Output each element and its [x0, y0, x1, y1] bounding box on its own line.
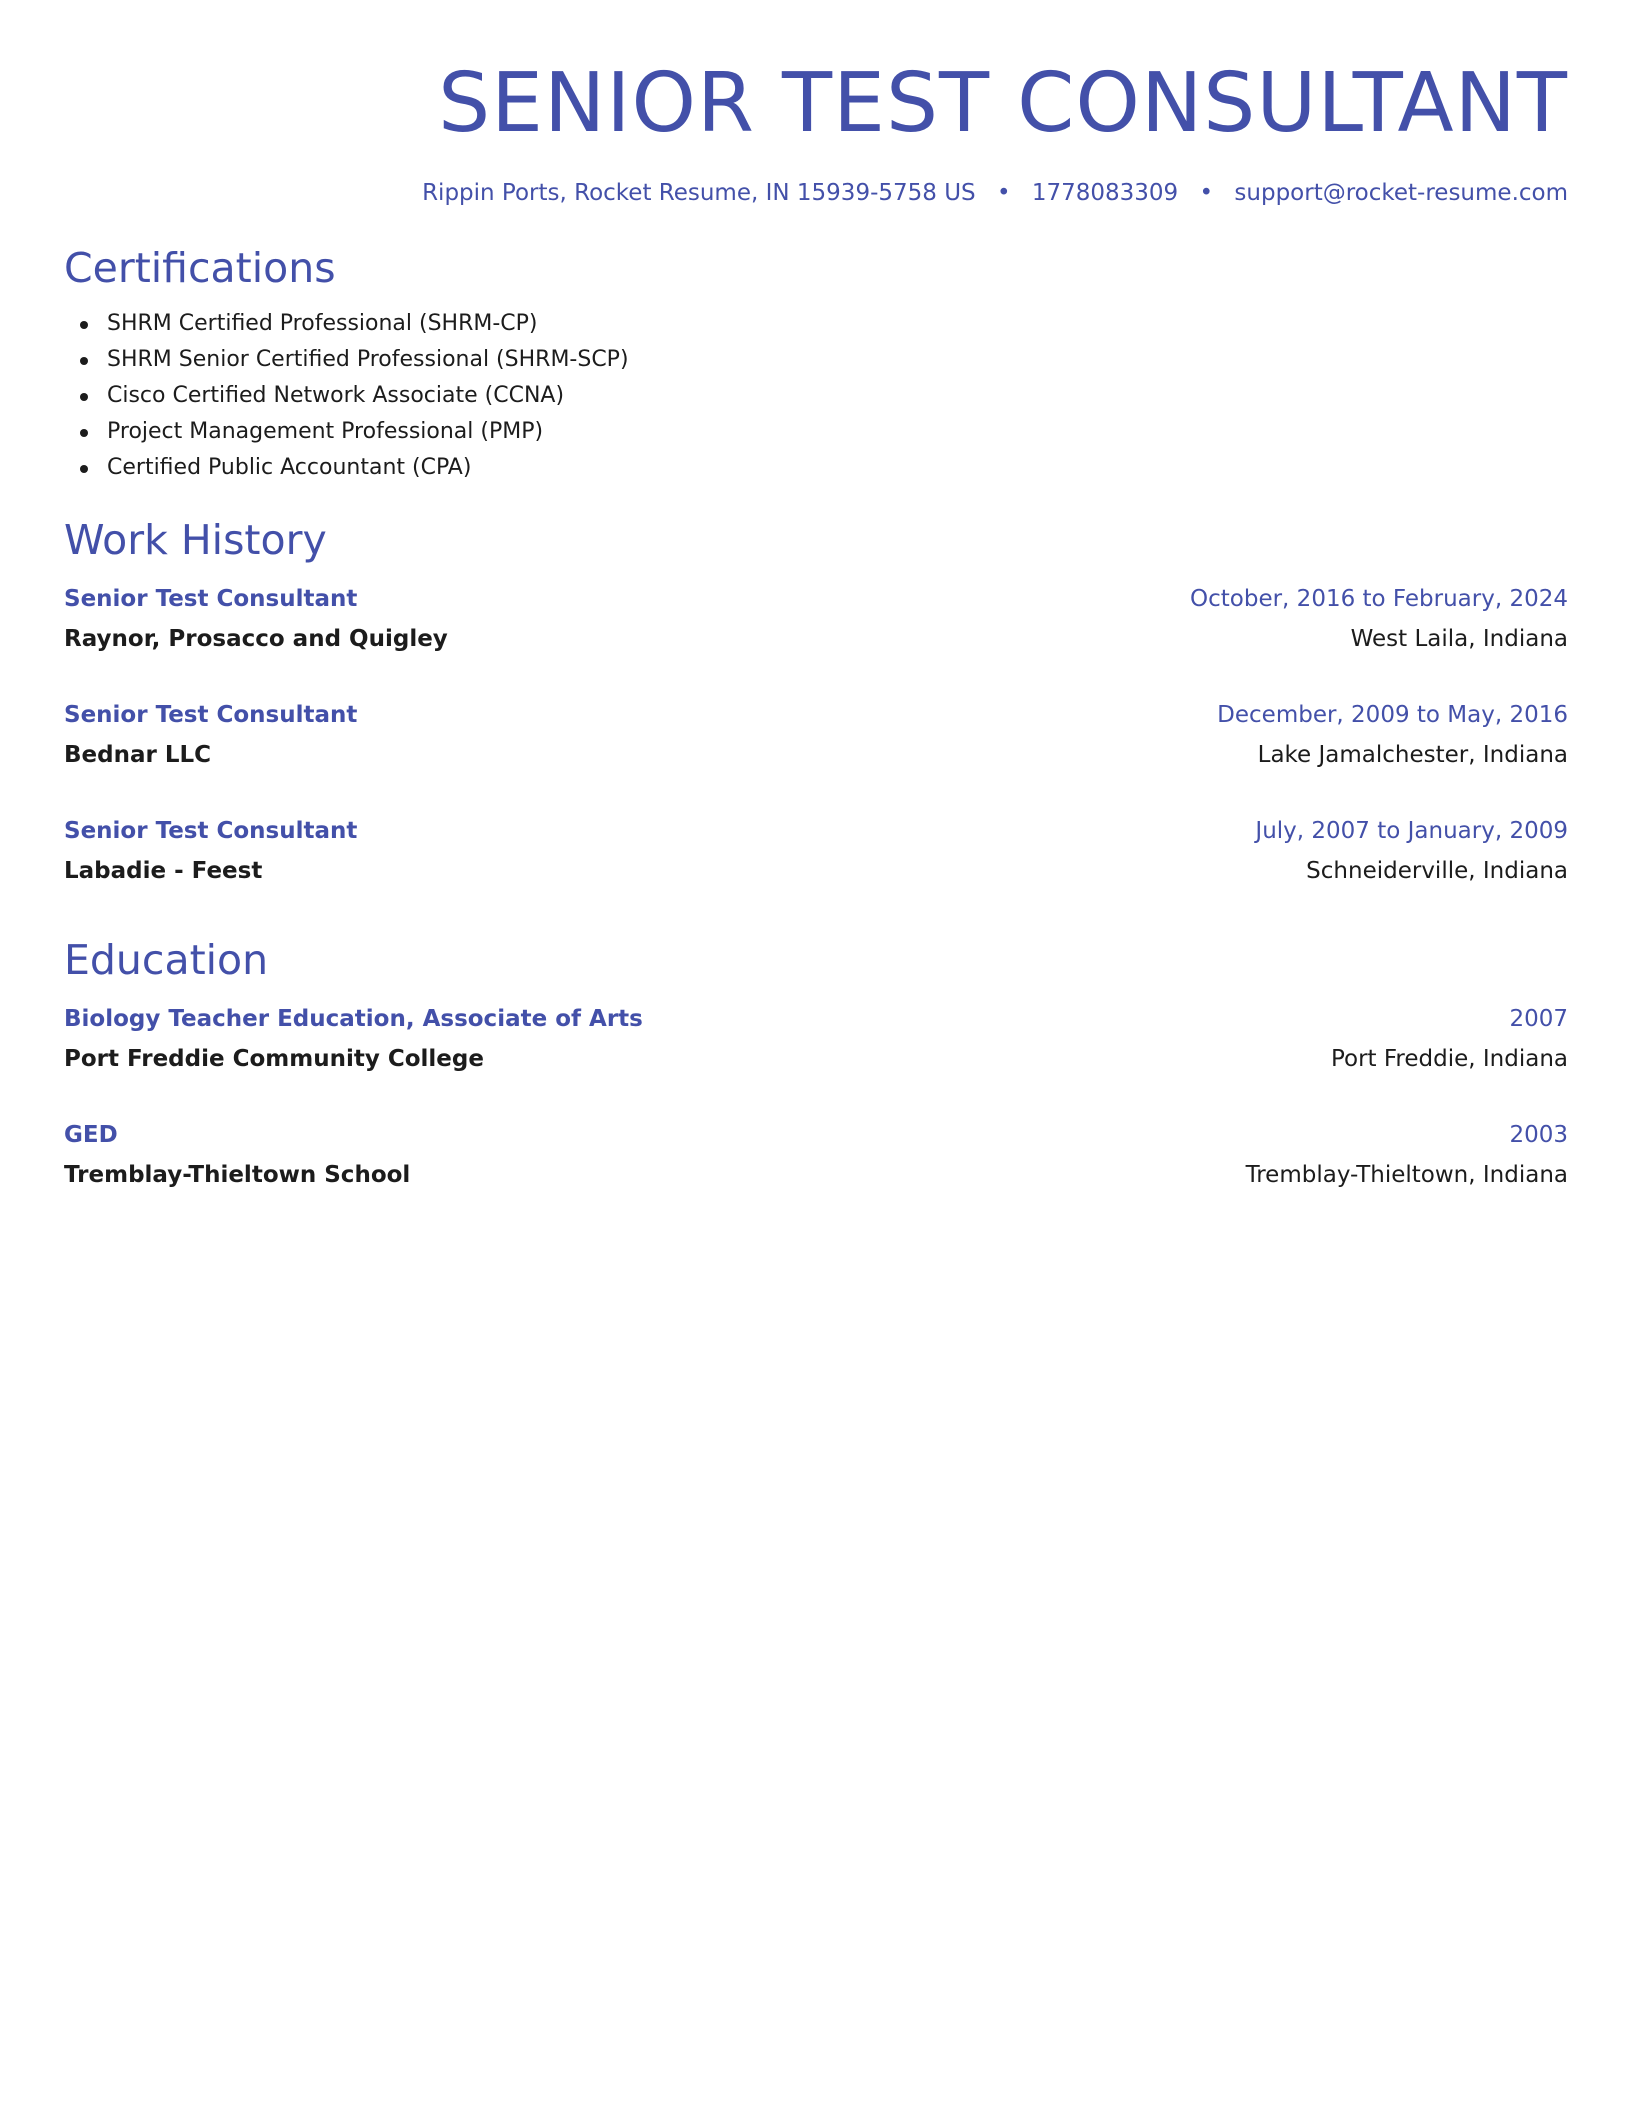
bullet-icon — [80, 357, 88, 365]
job-dates: October, 2016 to February, 2024 — [1190, 586, 1568, 612]
work-history-list — [64, 586, 1568, 898]
contact-line — [64, 180, 1568, 206]
bullet-icon — [80, 429, 88, 437]
bullet-icon — [80, 465, 88, 473]
job-company: Bednar LLC — [64, 742, 212, 768]
work-history-section — [64, 514, 1568, 898]
job-location: Lake Jamalchester, Indiana — [1257, 742, 1568, 768]
education-degree: GED — [64, 1122, 118, 1148]
education-school: Tremblay-Thieltown School — [64, 1162, 411, 1188]
education-entry — [64, 1006, 1568, 1086]
education-year: 2003 — [1509, 1122, 1568, 1148]
certification-label: SHRM Senior Certified Professional (SHRM-SCP) — [107, 347, 629, 372]
job-entry — [64, 818, 1568, 898]
education-entry — [64, 1122, 1568, 1202]
education-heading: Education — [64, 936, 269, 984]
contact-email[interactable]: support@rocket-resume.com — [1234, 180, 1568, 206]
job-entry — [64, 702, 1568, 782]
resume-title: SENIOR TEST CONSULTANT — [438, 56, 1568, 151]
job-location: West Laila, Indiana — [1350, 626, 1568, 652]
education-location: Tremblay-Thieltown, Indiana — [1245, 1162, 1568, 1188]
work-history-heading: Work History — [64, 516, 327, 564]
certification-item — [64, 450, 1568, 486]
education-school: Port Freddie Community College — [64, 1046, 484, 1072]
job-location: Schneiderville, Indiana — [1306, 858, 1568, 884]
contact-address: Rippin Ports, Rocket Resume, IN 15939-5758 US — [422, 180, 976, 206]
job-role: Senior Test Consultant — [64, 702, 358, 728]
certification-item — [64, 414, 1568, 450]
job-entry — [64, 586, 1568, 666]
education-location: Port Freddie, Indiana — [1330, 1046, 1568, 1072]
job-dates: December, 2009 to May, 2016 — [1217, 702, 1568, 728]
certifications-list — [64, 306, 1568, 486]
certifications-heading: Certifications — [64, 244, 336, 292]
job-company: Labadie - Feest — [64, 858, 263, 884]
contact-phone[interactable]: 1778083309 — [1031, 180, 1179, 206]
job-role: Senior Test Consultant — [64, 586, 358, 612]
certification-item — [64, 378, 1568, 414]
certification-item — [64, 306, 1568, 342]
education-degree: Biology Teacher Education, Associate of Arts — [64, 1006, 643, 1032]
bullet-icon — [80, 321, 88, 329]
certification-item — [64, 342, 1568, 378]
certifications-section — [64, 242, 1568, 486]
education-year: 2007 — [1509, 1006, 1568, 1032]
job-dates: July, 2007 to January, 2009 — [1255, 818, 1568, 844]
job-company: Raynor, Prosacco and Quigley — [64, 626, 448, 652]
bullet-icon — [80, 393, 88, 401]
education-list — [64, 1006, 1568, 1202]
certification-label: Project Management Professional (PMP) — [107, 419, 544, 444]
certification-label: Certified Public Accountant (CPA) — [107, 455, 472, 480]
contact-separator: • — [1199, 180, 1214, 206]
education-section — [64, 934, 1568, 1202]
contact-separator: • — [996, 180, 1011, 206]
certification-label: SHRM Certified Professional (SHRM-CP) — [107, 311, 538, 336]
certification-label: Cisco Certified Network Associate (CCNA) — [107, 383, 565, 408]
job-role: Senior Test Consultant — [64, 818, 358, 844]
